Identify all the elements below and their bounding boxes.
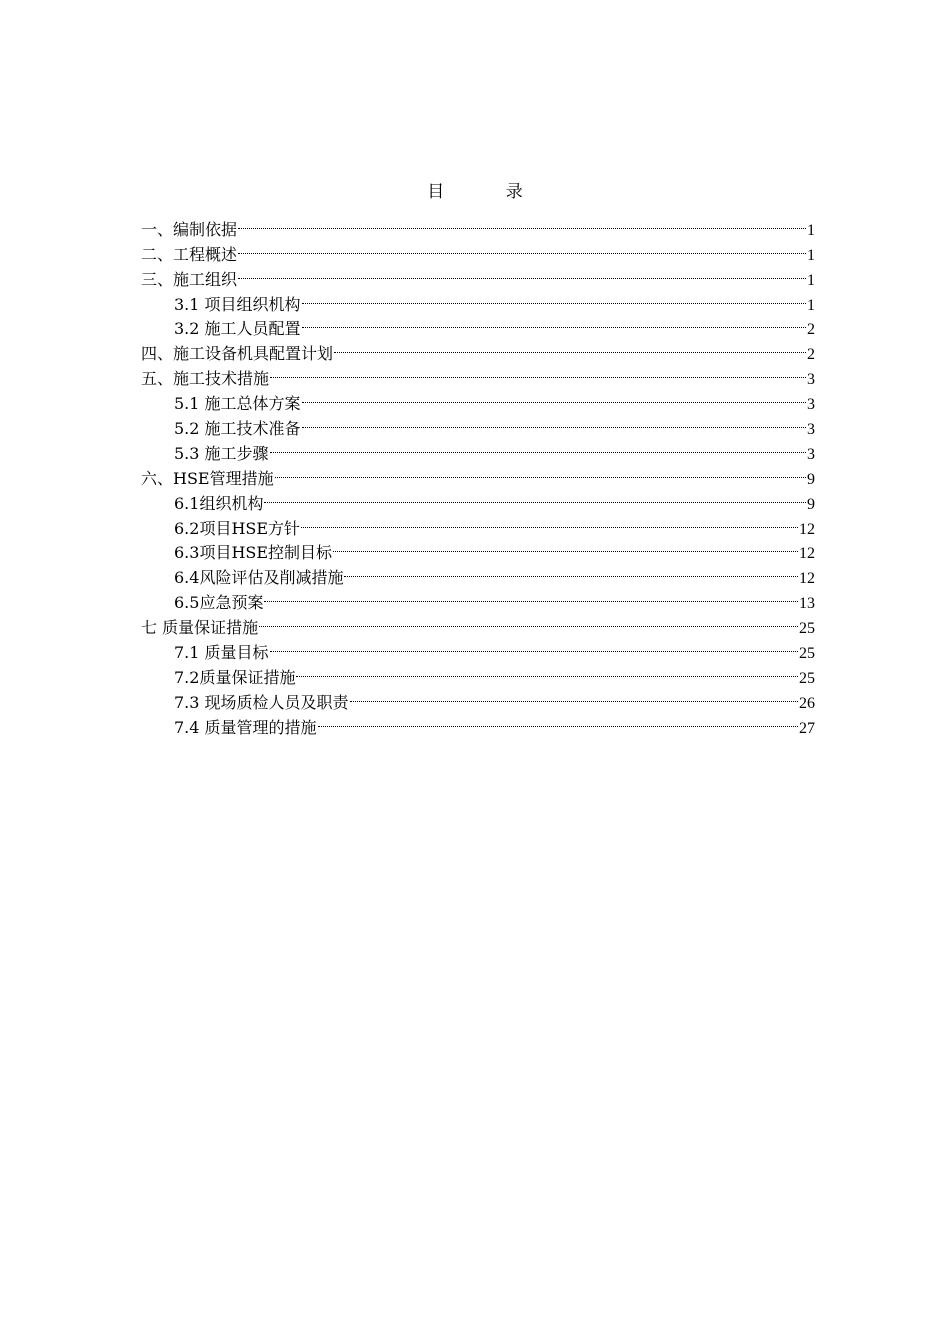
toc-entry-text: 5.1 施工总体方案	[174, 394, 301, 414]
toc-entry-text: 七 质量保证措施	[141, 618, 259, 638]
toc-entry-page-number: 12	[799, 545, 815, 563]
toc-title: 目 录	[427, 182, 551, 202]
toc-entry-text: 四、施工设备机具配置计划	[141, 344, 334, 364]
toc-entry-text: 5.2 施工技术准备	[174, 419, 301, 439]
toc-entry[interactable]	[141, 210, 815, 239]
toc-entry-page-number: 1	[807, 296, 815, 314]
toc-entry-text: 二、工程概述	[141, 244, 238, 264]
toc-dot-leader	[302, 310, 806, 335]
table-of-contents	[141, 210, 815, 737]
toc-entry-text: 6.3项目HSE控制目标	[174, 543, 333, 563]
toc-entry-page-number: 1	[807, 246, 815, 264]
toc-dot-leader	[259, 608, 798, 633]
toc-entry-page-number: 25	[799, 669, 815, 687]
toc-entry-page-number: 25	[799, 620, 815, 638]
toc-entry-page-number: 3	[807, 445, 815, 463]
toc-entry-text: 5.3 施工步骤	[174, 443, 269, 463]
toc-dot-leader	[238, 260, 806, 285]
toc-entry-text: 6.1组织机构	[174, 493, 264, 513]
toc-dot-leader	[302, 384, 806, 409]
toc-dot-leader	[318, 708, 798, 733]
toc-entry-page-number: 3	[807, 421, 815, 439]
toc-entry-text: 6.5应急预案	[174, 593, 264, 613]
toc-entry-page-number: 9	[807, 470, 815, 488]
toc-dot-leader	[301, 509, 798, 534]
toc-dot-leader	[275, 459, 806, 484]
toc-entry-text: 7.2质量保证措施	[174, 667, 296, 687]
toc-entry-page-number: 2	[807, 321, 815, 339]
toc-entry-text: 五、施工技术措施	[141, 369, 270, 389]
toc-entry-text: 3.1 项目组织机构	[174, 294, 301, 314]
toc-entry-page-number: 12	[799, 520, 815, 538]
toc-dot-leader	[334, 334, 806, 359]
toc-dot-leader	[296, 658, 798, 683]
toc-entry-text: 6.4风险评估及削减措施	[174, 568, 344, 588]
toc-entry-page-number: 1	[807, 221, 815, 239]
toc-entry-page-number: 3	[807, 396, 815, 414]
toc-dot-leader	[238, 210, 806, 235]
toc-entry-text: 7.4 质量管理的措施	[174, 717, 317, 737]
toc-dot-leader	[238, 235, 806, 260]
toc-dot-leader	[270, 359, 806, 384]
toc-entry-page-number: 13	[799, 595, 815, 613]
toc-entry-text: 7.3 现场质检人员及职责	[174, 692, 349, 712]
toc-entry-text: 7.1 质量目标	[174, 643, 269, 663]
toc-entry[interactable]	[141, 285, 815, 314]
toc-dot-leader	[270, 633, 798, 658]
toc-entry-text: 一、编制依据	[141, 219, 238, 239]
toc-entry-page-number: 3	[807, 371, 815, 389]
toc-entry-text: 6.2项目HSE方针	[174, 518, 301, 538]
toc-entry-page-number: 2	[807, 346, 815, 364]
toc-dot-leader	[270, 434, 806, 459]
toc-entry-page-number: 25	[799, 645, 815, 663]
toc-dot-leader	[302, 285, 806, 310]
toc-entry[interactable]	[141, 260, 815, 289]
toc-dot-leader	[302, 409, 806, 434]
toc-dot-leader	[350, 683, 798, 708]
toc-dot-leader	[344, 558, 798, 583]
toc-dot-leader	[264, 583, 798, 608]
toc-entry-page-number: 9	[807, 495, 815, 513]
toc-dot-leader	[264, 484, 806, 509]
toc-entry-page-number: 12	[799, 570, 815, 588]
toc-entry-page-number: 27	[799, 719, 815, 737]
toc-entry-page-number: 1	[807, 271, 815, 289]
toc-entry-page-number: 26	[799, 694, 815, 712]
toc-entry-text: 六、HSE管理措施	[141, 468, 274, 488]
toc-dot-leader	[333, 534, 798, 559]
toc-entry-text: 3.2 施工人员配置	[174, 319, 301, 339]
toc-entry[interactable]	[141, 235, 815, 264]
toc-entry-text: 三、施工组织	[141, 269, 238, 289]
